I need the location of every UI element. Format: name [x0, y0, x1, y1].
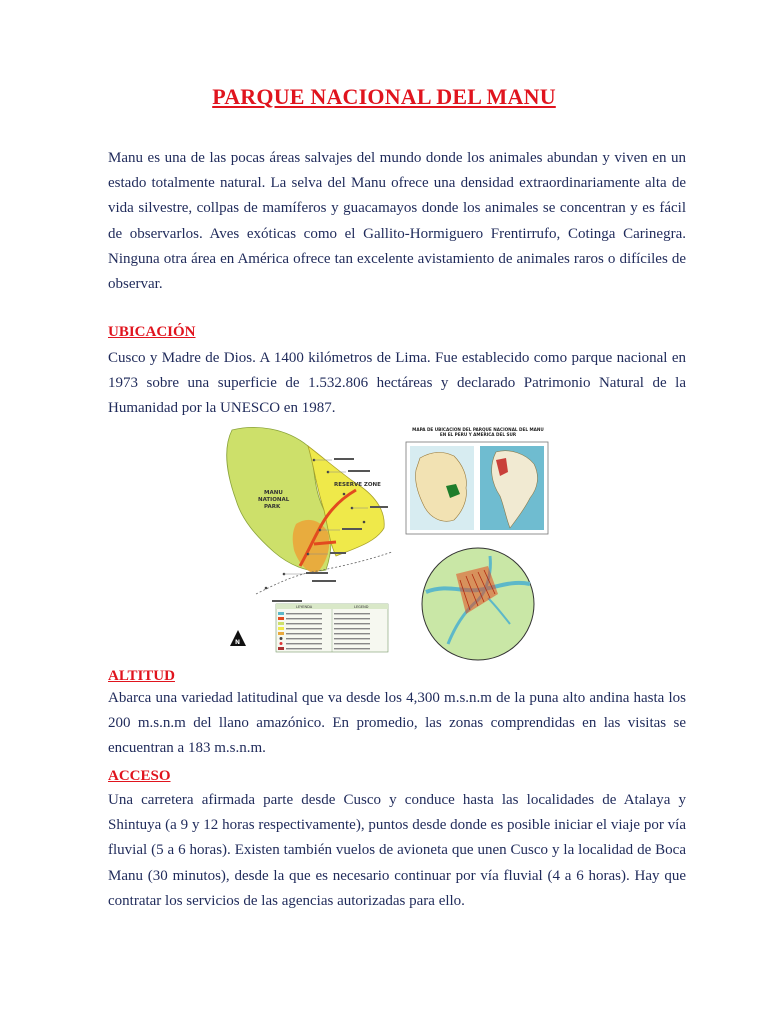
- reserve-zone-label: RESERVE ZONE: [334, 482, 381, 488]
- legend-head-right: LEGEND: [354, 605, 369, 609]
- park-map-panel: [227, 427, 392, 602]
- map-legend: [276, 604, 388, 652]
- page-title: PARQUE NACIONAL DEL MANU: [212, 84, 556, 109]
- south-america-inset: [406, 442, 548, 534]
- manu-location-map-figure: [216, 424, 554, 664]
- intro-paragraph: Manu es una de las pocas áreas salvajes del mundo donde los animales abundan y viven en un estado totalmente natural. La selva del Manu ofrece una densidad extraordinariamente alta de vida silvestre, collpas de mamíferos y guacamayos donde los animales se concentran y es fácil de observarlos. Aves exóticas como el Gallito-Hormiguero Frentirrufo, Cotinga Carinegra. Ninguna otra área en América ofrece tan excelente avistamiento de animales raros o difíciles de observar.: [108, 150, 686, 293]
- acceso-paragraph: Una carretera afirmada parte desde Cusco y conduce hasta las localidades de Atalaya y Shintuya (a 9 y 12 horas respectivamente), puntos desde donde es posible iniciar el viaje por vía fluvial (5 a 6 horas). Existen también vuelos de avioneta que unen Cusco y la localidad de Boca Manu (30 minutos), desde la que es necesario continuar por vía fluvial (4 a 6 horas). Hay que contratar los servicios de las agencias autorizadas para ello.: [108, 792, 686, 909]
- ubicacion-paragraph: Cusco y Madre de Dios. A 1400 kilómetros de Lima. Fue establecido como parque nacional en 1973 sobre una superficie de 1.532.806 hectáreas y declarado Patrimonio Natural de la Humanidad por la UNESCO en 1987.: [108, 350, 686, 417]
- north-label: N: [235, 639, 241, 646]
- legend-head-left: LEYENDA: [296, 605, 313, 609]
- manu-location-map: [216, 424, 554, 664]
- acceso-heading: ACCESO: [108, 768, 171, 784]
- detail-circle-map: [422, 548, 534, 660]
- map-title-line-2: EN EL PERU Y AMERICA DEL SUR: [439, 432, 517, 437]
- park-label-1: MANU: [264, 490, 283, 496]
- ubicacion-heading: UBICACIÓN: [108, 324, 196, 340]
- altitud-heading: ALTITUD: [108, 668, 175, 684]
- altitud-paragraph: Abarca una variedad latitudinal que va desde los 4,300 m.s.n.m de la puna alto andina hasta los 200 m.s.n.m del llano amazónico. En promedio, las zonas comprendidas en las visitas se encuentran a 183 m.s.n.m.: [108, 690, 686, 757]
- map-title-line-1: MAPA DE UBICACION DEL PARQUE NACIONAL DEL MANU: [412, 427, 544, 432]
- north-arrow-icon: [230, 630, 246, 646]
- park-label-2: NATIONAL: [258, 497, 290, 503]
- park-label-3: PARK: [264, 504, 281, 510]
